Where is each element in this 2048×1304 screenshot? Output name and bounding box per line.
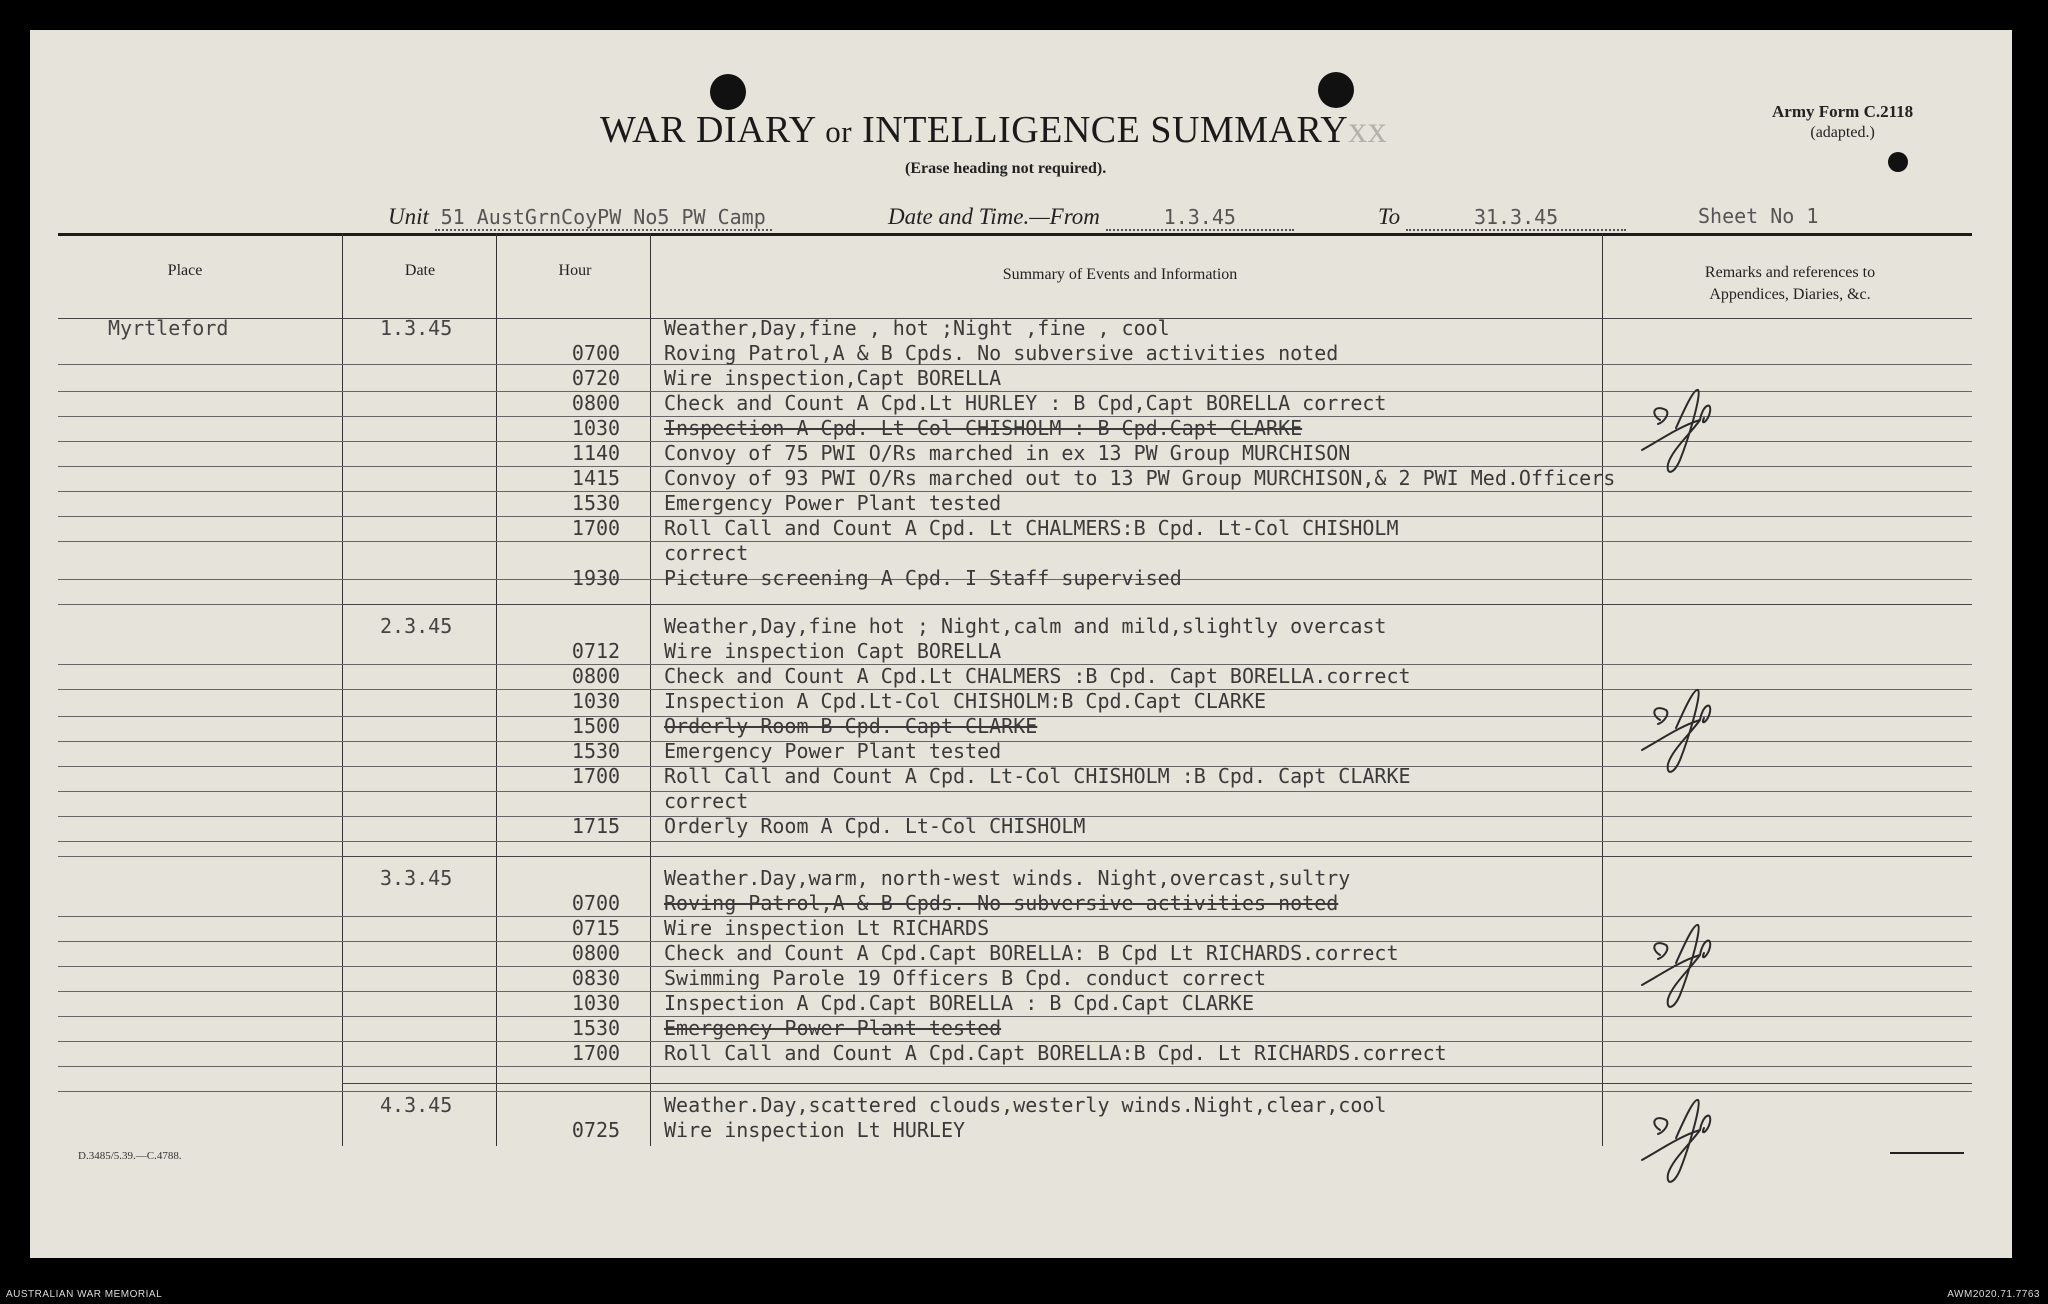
entry-line	[571, 891, 1339, 915]
entry-line	[571, 466, 1616, 490]
entry-line	[571, 416, 1303, 440]
entry-line	[571, 391, 1387, 415]
entry-hour: 0715	[571, 916, 621, 940]
entry-text: Roll Call and Count A Cpd. Lt-Col CHISHOLM :B Cpd. Capt CLARKE	[664, 764, 1411, 788]
entry-line	[571, 714, 1038, 738]
document-title	[600, 108, 1387, 152]
entry-hour: 1700	[571, 764, 621, 788]
entry-text: Orderly Room A Cpd. Lt-Col CHISHOLM	[664, 814, 1086, 838]
form-number-label: Army Form C.2118	[1772, 102, 1914, 121]
unit-value: 51 AustGrnCoyPW No5 PW Camp	[435, 205, 772, 231]
date-from-field	[888, 204, 1294, 230]
entry-line	[664, 541, 748, 565]
punch-hole-left	[710, 74, 746, 110]
date-from-label: Date and Time.—From	[888, 204, 1100, 229]
entry-hour: 0830	[571, 966, 621, 990]
entry-date: 3.3.45	[380, 866, 453, 890]
entry-line	[664, 789, 748, 813]
entry-text: Roll Call and Count A Cpd.Capt BORELLA:B Cpd. Lt RICHARDS.correct	[664, 1041, 1447, 1065]
handwritten-initials	[1640, 380, 1730, 480]
handwritten-initials	[1640, 1090, 1730, 1190]
entry-hour: 1030	[571, 991, 621, 1015]
entry-text: Inspection A Cpd.Capt BORELLA : B Cpd.Capt CLARKE	[664, 991, 1255, 1015]
entry-hour: 0800	[571, 941, 621, 965]
entry-date: 4.3.45	[380, 1093, 453, 1117]
entry-text: Roving Patrol,A & B Cpds. No subversive activities noted	[664, 341, 1339, 365]
erase-note: (Erase heading not required).	[905, 160, 1107, 177]
archive-reference: AWM2020.71.7763	[1947, 1289, 2040, 1300]
punch-hole-small	[1888, 152, 1908, 172]
entry-line	[571, 366, 1002, 390]
entry-rule	[58, 841, 1972, 842]
entry-line	[664, 866, 1350, 890]
entry-hour: 0725	[571, 1118, 621, 1142]
title-war-diary: WAR DIARY	[600, 109, 816, 151]
entry-line	[571, 764, 1411, 788]
end-dash	[1890, 1152, 1964, 1154]
day-separator-rule	[342, 856, 1972, 857]
entry-line	[571, 916, 990, 940]
entry-rule	[58, 791, 1972, 792]
column-header-summary: Summary of Events and Information	[1002, 266, 1238, 283]
entry-hour: 1030	[571, 416, 621, 440]
title-crossed-out: xx	[1348, 109, 1388, 151]
form-adapted: (adapted.)	[1810, 124, 1875, 141]
entry-line	[571, 664, 1411, 688]
entry-text: Roll Call and Count A Cpd. Lt CHALMERS:B Cpd. Lt-Col CHISHOLM	[664, 516, 1399, 540]
entry-text: Weather,Day,fine , hot ;Night ,fine , cool	[664, 316, 1170, 340]
entry-text: Check and Count A Cpd.Capt BORELLA: B Cpd Lt RICHARDS.correct	[664, 941, 1399, 965]
title-intelligence-summary: INTELLIGENCE SUMMARY	[862, 109, 1349, 151]
entry-rule	[58, 1066, 1972, 1067]
entry-hour: 1530	[571, 1016, 621, 1040]
entry-text: Wire inspection Lt RICHARDS	[664, 916, 990, 940]
entry-hour: 1715	[571, 814, 621, 838]
unit-label: Unit	[388, 204, 429, 229]
entry-text: Convoy of 93 PWI O/Rs marched out to 13 PW Group MURCHISON,& 2 PWI Med.Officers	[664, 466, 1616, 490]
entry-text: Emergency Power Plant tested	[664, 491, 1002, 515]
entry-date: 1.3.45	[380, 316, 453, 340]
entry-line	[571, 341, 1339, 365]
entry-hour: 1930	[571, 566, 621, 590]
entry-hour: 0800	[571, 391, 621, 415]
entry-line	[571, 991, 1255, 1015]
entry-text: Weather.Day,scattered clouds,westerly winds.Night,clear,cool	[664, 1093, 1387, 1117]
entry-text: Emergency Power Plant tested	[664, 739, 1002, 763]
entry-text: correct	[664, 789, 749, 813]
print-code: D.3485/5.39.—C.4788.	[78, 1150, 182, 1162]
entry-line	[571, 814, 1086, 838]
entry-text: Convoy of 75 PWI O/Rs marched in ex 13 PW Group MURCHISON	[664, 441, 1351, 465]
entry-date: 2.3.45	[380, 614, 453, 638]
handwritten-initials	[1640, 915, 1730, 1015]
entry-text: Picture screening A Cpd. I Staff supervised	[664, 566, 1182, 590]
handwritten-initials	[1640, 680, 1730, 780]
day-separator-rule	[342, 604, 1972, 605]
entry-hour: 1700	[571, 1041, 621, 1065]
entry-line	[571, 639, 1002, 663]
entry-text: Weather.Day,warm, north-west winds. Night,overcast,sultry	[664, 866, 1351, 890]
entry-line	[664, 316, 1170, 340]
entry-text: Inspection A Cpd.Lt-Col CHISHOLM:B Cpd.Capt CLARKE	[664, 689, 1267, 713]
punch-hole-right	[1318, 72, 1354, 108]
title-or: or	[825, 114, 853, 149]
entry-text: correct	[664, 541, 749, 565]
entry-hour: 0800	[571, 664, 621, 688]
entry-text: Roving Patrol,A & B Cpds. No subversive activities noted	[664, 891, 1339, 915]
entry-hour: 1140	[571, 441, 621, 465]
entry-hour: 1030	[571, 689, 621, 713]
table-top-rule	[58, 233, 1972, 236]
day-separator-rule	[342, 1083, 1972, 1084]
column-header-date: Date	[404, 262, 436, 279]
entry-line	[571, 441, 1351, 465]
form-number	[1772, 101, 1913, 143]
entry-rule	[58, 491, 1972, 492]
entry-line	[571, 689, 1267, 713]
date-to-field	[1378, 204, 1626, 230]
entry-line	[664, 614, 1386, 638]
remarks-header-line-1: Remarks and references to	[1704, 264, 1876, 281]
entry-text: Weather,Day,fine hot ; Night,calm and mild,slightly overcast	[664, 614, 1387, 638]
entry-line	[571, 1041, 1447, 1065]
entry-line	[571, 566, 1182, 590]
entry-hour: 0712	[571, 639, 621, 663]
entry-text: Check and Count A Cpd.Lt HURLEY : B Cpd,Capt BORELLA correct	[664, 391, 1387, 415]
entry-line	[571, 739, 1002, 763]
entry-hour: 0700	[571, 341, 621, 365]
date-to-label: To	[1378, 204, 1401, 229]
entry-line	[571, 1016, 1002, 1040]
entry-rule	[58, 541, 1972, 542]
entry-line	[571, 1118, 966, 1142]
entry-text: Emergency Power Plant tested	[664, 1016, 1002, 1040]
entry-line	[571, 966, 1267, 990]
entry-text: Wire inspection,Capt BORELLA	[664, 366, 1002, 390]
date-to-value: 31.3.45	[1406, 205, 1626, 231]
sheet-number: Sheet No 1	[1698, 204, 1819, 228]
remarks-header-line-2: Appendices, Diaries, &c.	[1709, 286, 1871, 303]
column-header-place: Place	[167, 262, 203, 279]
entry-hour: 1500	[571, 714, 621, 738]
entry-line	[571, 491, 1002, 515]
column-header-hour: Hour	[558, 262, 592, 279]
entry-hour: 1530	[571, 491, 621, 515]
entry-hour: 0720	[571, 366, 621, 390]
entry-text: Inspection A Cpd. Lt-Col CHISHOLM : B Cpd.Capt CLARKE	[664, 416, 1303, 440]
entry-text: Wire inspection Lt HURLEY	[664, 1118, 966, 1142]
entry-text: Swimming Parole 19 Officers B Cpd. conduct correct	[664, 966, 1267, 990]
entry-hour: 1530	[571, 739, 621, 763]
archive-credit: AUSTRALIAN WAR MEMORIAL	[6, 1289, 163, 1300]
entry-text: Wire inspection Capt BORELLA	[664, 639, 1002, 663]
entry-hour: 1415	[571, 466, 621, 490]
entry-line	[571, 941, 1399, 965]
entry-line	[571, 516, 1399, 540]
place-value: Myrtleford	[108, 316, 229, 340]
unit-field	[388, 204, 772, 230]
entry-hour: 1700	[571, 516, 621, 540]
entry-text: Check and Count A Cpd.Lt CHALMERS :B Cpd. Capt BORELLA.correct	[664, 664, 1411, 688]
column-header-remarks	[1615, 262, 1965, 306]
entry-line	[664, 1093, 1386, 1117]
entry-hour: 0700	[571, 891, 621, 915]
entry-rule	[58, 1016, 1972, 1017]
entry-text: Orderly Room B Cpd. Capt CLARKE	[664, 714, 1038, 738]
date-from-value: 1.3.45	[1106, 205, 1294, 231]
